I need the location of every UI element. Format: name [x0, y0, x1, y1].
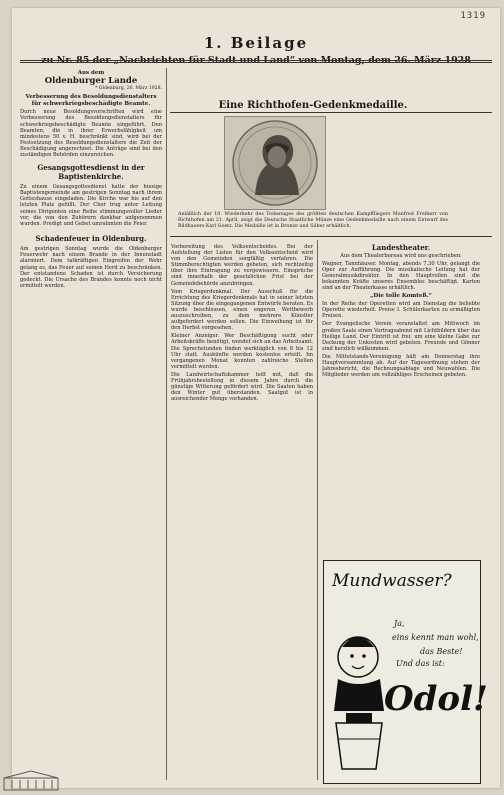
- caption-rule: [170, 236, 492, 237]
- article-headline: Verbesserung des Besoldungsdienstalters für schwerkriegsbeschädigte Beamte.: [25, 94, 157, 107]
- archive-stamp: 1319: [460, 11, 486, 21]
- library-logo-icon: [2, 770, 60, 792]
- theater-subheading: „Die tolle Komteß.“: [370, 293, 432, 300]
- column-divider-right: [317, 240, 318, 780]
- article-body: Die Landwirtschaftskammer teilt mit, daß die Frühjahrsbestellung in diesem Jahre durch die günstige Witterung gefördert wird. Die Saaten haben den Winter gut überstanden. Saatgut ist in ausreichender Menge vorhanden.: [171, 371, 313, 403]
- newspaper-page: [12, 8, 500, 788]
- medal-image: [225, 117, 325, 209]
- feature-rule: [170, 112, 492, 113]
- advert-brand: Odol!: [384, 679, 488, 719]
- advert-question: Mundwasser?: [332, 571, 452, 591]
- masthead-title: 1. Beilage: [203, 34, 309, 52]
- masthead-subtitle: zu Nr. 85 der „Nachrichten für Stadt und Land“ von Montag, dem 26. März 1928: [41, 55, 471, 66]
- article-body: Am gestrigen Sonntag wurde die Oldenburger Feuerwehr nach einem Brande in der Innenstadt alarmiert. Dem tatkräftigen Eingreifen der Wehr gelang es, das Feuer auf seinen Herd zu beschränken. Der entstandene Schaden ist durch Versicherung gedeckt. Die Ursache des Brandes konnte noch nicht ermittelt werden.: [20, 246, 162, 289]
- right-column: [322, 244, 480, 556]
- article-body: Die Mittelstands-Vereinigung hält am Donnerstag ihre Hauptversammlung ab. Auf der Tagesordnung stehen der Jahresbericht, die Rechnungsablage und Neuwahlen. Die Mitglieder werden um vollzähliges Erscheinen gebeten.: [322, 353, 480, 379]
- article-body: Der Evangelische Verein veranstaltet am Mittwoch im großen Saale einen Vortragsabend mit Lichtbildern über das Heilige Land. Der Eintritt ist frei; um eine kleine Gabe zur Deckung der Unkosten wird gebeten. Freunde und Gönner sind herzlich willkommen.: [322, 321, 480, 352]
- masthead-rule-top: [20, 60, 492, 61]
- article-body: Vom Kriegerdenkmal. Der Ausschuß für die Errichtung des Kriegerdenkmals hat in seiner letzten Sitzung über die eingegangenen Entwürfe beraten. Es wurde beschlossen, einen engeren Wettbewerb auszuschreiben, zu dem mehrere Künstler aufgefordert werden sollen. Die Einweihung ist für den Herbst vorgesehen.: [171, 288, 313, 332]
- advert-answer: das Beste!: [420, 647, 463, 656]
- article-body: Kleiner Anzeiger. Wer Beschäftigung sucht oder Arbeitskräfte benötigt, wendet sich an das Arbeitsamt. Die Sprechstunden finden werktäglich von 8 bis 12 Uhr statt. Auskünfte werden kostenlos erteilt. Im vergangenen Monat konnten zahlreiche Stellen vermittelt werden.: [171, 333, 313, 370]
- article-headline: Gesangsgottesdienst in der Baptistenkirche.: [37, 163, 145, 181]
- theater-intro: Aus dem Theaterbureau wird uns geschrieben:: [340, 252, 462, 259]
- dateline: * Oldenburg, 26. März 1928.: [94, 86, 162, 92]
- article-headline: Schadenfeuer in Oldenburg.: [35, 233, 147, 243]
- odol-advertisement: [323, 560, 488, 784]
- masthead-rule-bottom: [20, 62, 492, 63]
- feature-title: Eine Richthofen-Gedenkmedaille.: [218, 100, 408, 111]
- section-title: Oldenburger Lande: [44, 76, 138, 87]
- medal-photo: [224, 116, 326, 210]
- article-body: Vorbereitung des Volksentscheides. Bei der Aufstellung der Listen für den Volksentscheid wird von den Gemeinden sorgfältig verfahren. Die Stimmberechtigten werden gebeten, sich rechtzeitig über ihre Eintragung zu vergewissern. Einsprüche sind innerhalb der gesetzlichen Frist bei der Gemeindebehörde anzubringen.: [171, 244, 313, 287]
- theater-title: Landestheater.: [371, 244, 431, 252]
- left-column: [20, 70, 162, 778]
- advert-illustration: [324, 561, 480, 783]
- advert-answer: eins kennt man wohl,: [392, 633, 479, 642]
- article-body: Zu einem Gesangsgottesdienst hatte der hiesige Baptistengemeinde am gestrigen Sonntag nach ihrem Gotteshause eingeladen. Die Kirche war bis auf den letzten Platz gefüllt. Der Chor trug unter Leitung seines Dirigenten eine Reihe stimmungsvoller Lieder vor, die von den Zuhörern dankbar aufgenommen wurden. Predigt und Gebet umrahmten die Feier.: [20, 184, 162, 227]
- section-label: Aus dem: [77, 70, 105, 76]
- article-body: Durch neue Besoldungsvorschriften wird eine Verbesserung des Besoldungsdienstalters für schwerkriegsbeschädigte Beamte eingeführt. Den Beamten, die in ihrer Erwerbsfähigkeit um mindestens 50 v. H. beschränkt sind, wird bei der Festsetzung des Besoldungsdienstalters die Zeit der Beschädigung angerechnet. Die Anträge sind bei den zuständigen Behörden einzureichen.: [20, 109, 162, 159]
- middle-column: [171, 244, 313, 778]
- article-body: Wagner, Tannhäuser. Montag, abends 7.30 Uhr, gelangt die Oper zur Aufführung. Die musikalische Leitung hat der Generalmusikdirektor. In den Hauptrollen sind die bekannten Kräfte unseres Ensembles beschäftigt. Karten sind an der Theaterkasse erhältlich.: [322, 260, 480, 291]
- article-body: In der Reihe der Operetten wird am Dienstag die beliebte Operette wiederholt. Preise I. Schülerkarten zu ermäßigten Preisen.: [322, 301, 480, 320]
- advert-answer: Und das ist:: [396, 659, 445, 668]
- advert-answer: Ja,: [394, 619, 405, 628]
- column-divider-left: [166, 68, 167, 780]
- feature-caption: Anläßlich der 10. Wiederkehr des Todestages des größten deutschen Kampffliegers Manfred Freiherr von Richthofen am 21. April, zeigt die Deutsche Staatliche Münze eine Gedenkmedaille nach einem Entwurf des Bildhauers Karl Goetz. Die Medaille ist in Bronze und Silber erhältlich.: [178, 212, 448, 229]
